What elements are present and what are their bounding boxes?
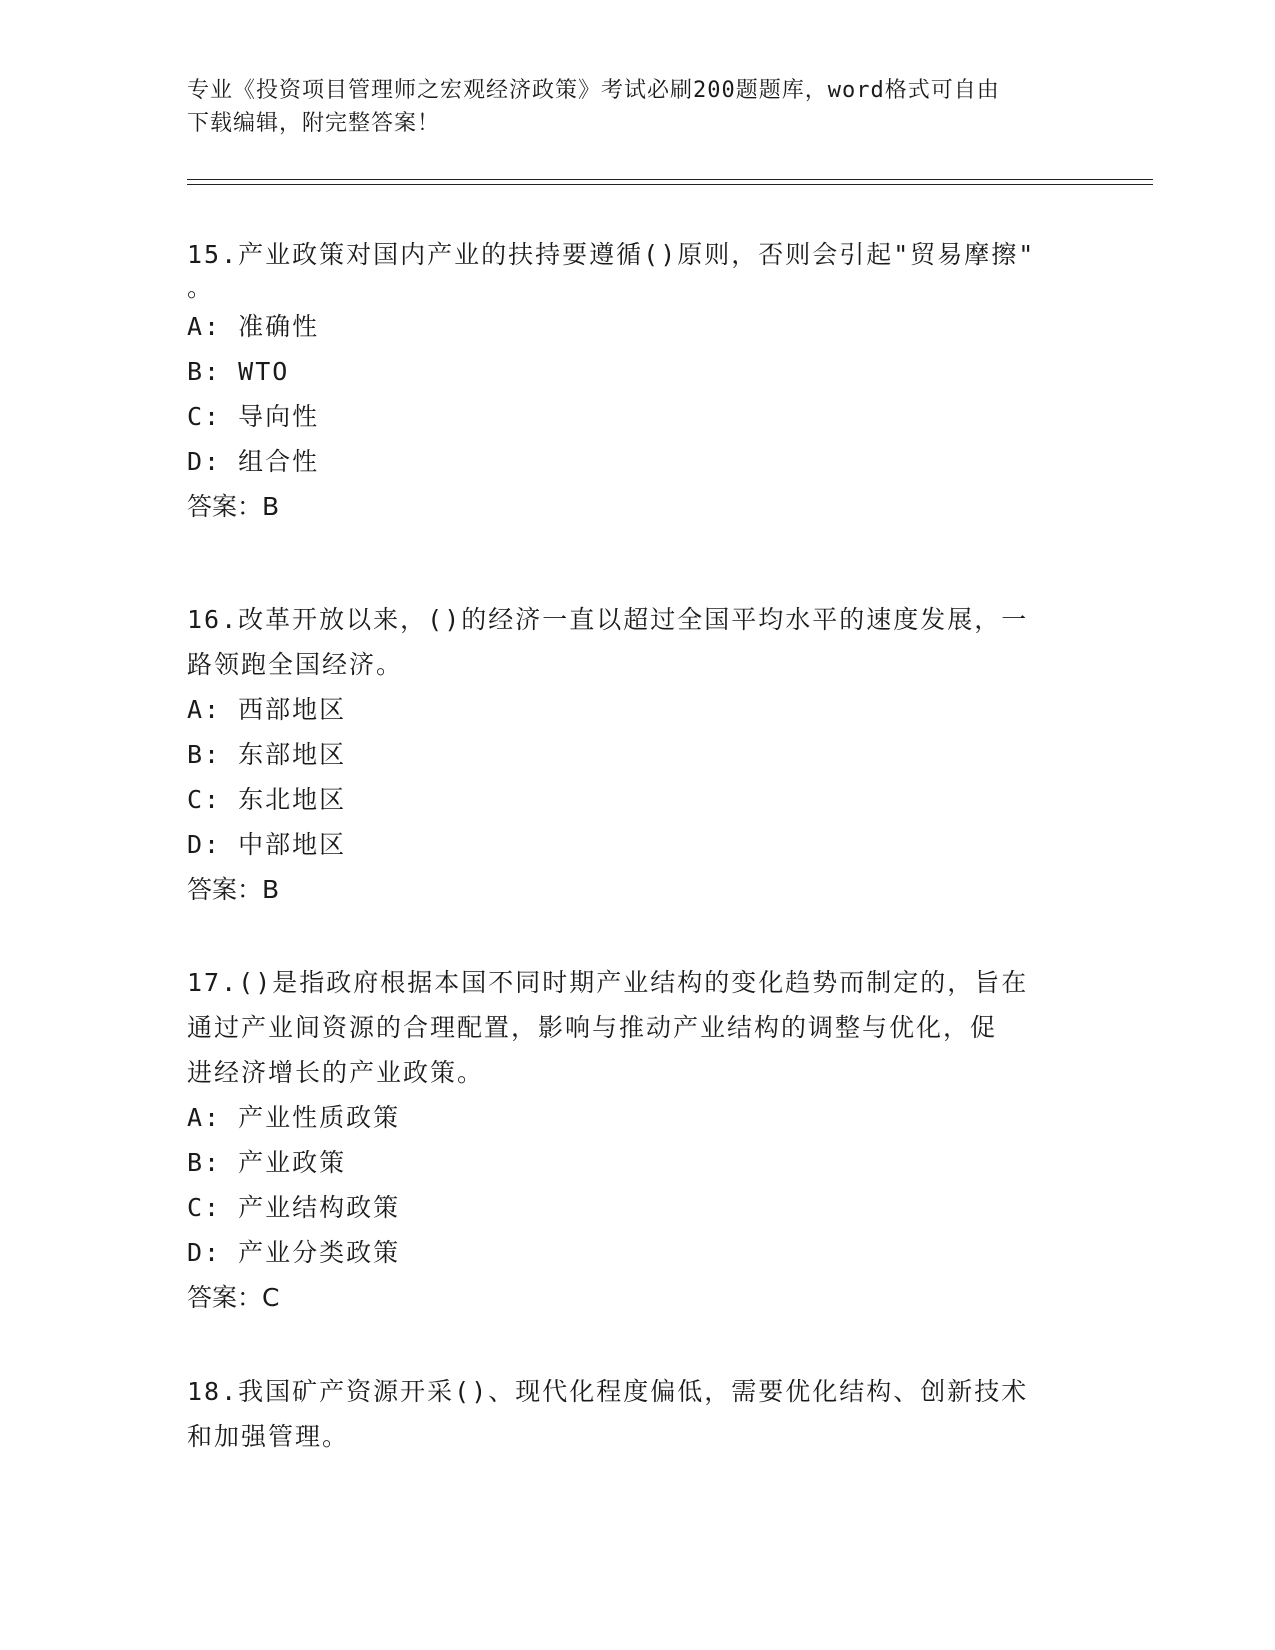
option-d: D: 中部地区 bbox=[187, 830, 347, 859]
question-16 bbox=[187, 597, 1067, 913]
question-line: 18.我国矿产资源开采()、现代化程度偏低，需要优化结构、创新技术 bbox=[187, 1377, 1029, 1406]
option-c: C: 导向性 bbox=[187, 402, 320, 431]
option-a: A: 西部地区 bbox=[187, 695, 347, 724]
option-b: B: 产业政策 bbox=[187, 1148, 347, 1177]
answer-label: 答案：B bbox=[187, 492, 280, 521]
question-18 bbox=[187, 1369, 1067, 1459]
question-line: 15.产业政策对国内产业的扶持要遵循()原则，否则会引起"贸易摩擦" bbox=[187, 240, 1036, 269]
document-header bbox=[187, 74, 1067, 140]
header-line-2: 下载编辑，附完整答案！ bbox=[187, 111, 441, 136]
header-line-1: 专业《投资项目管理师之宏观经济政策》考试必刷200题题库，word格式可自由 bbox=[187, 78, 1000, 103]
question-line: 进经济增长的产业政策。 bbox=[187, 1058, 485, 1087]
answer-label: 答案：B bbox=[187, 875, 280, 904]
header-divider-top bbox=[187, 179, 1153, 180]
answer-label: 答案：C bbox=[187, 1283, 280, 1312]
option-b: B: 东部地区 bbox=[187, 740, 347, 769]
question-17 bbox=[187, 960, 1067, 1321]
question-line: 16.改革开放以来，()的经济一直以超过全国平均水平的速度发展，一 bbox=[187, 605, 1029, 634]
option-b: B: WTO bbox=[187, 357, 290, 386]
option-c: C: 产业结构政策 bbox=[187, 1193, 401, 1222]
question-line: 路领跑全国经济。 bbox=[187, 650, 404, 679]
option-d: D: 组合性 bbox=[187, 447, 320, 476]
header-divider-bottom bbox=[187, 184, 1153, 185]
question-line: 通过产业间资源的合理配置，影响与推动产业结构的调整与优化，促 bbox=[187, 1013, 998, 1042]
question-15 bbox=[187, 232, 1067, 530]
question-line: 和加强管理。 bbox=[187, 1422, 350, 1451]
option-a: A: 准确性 bbox=[187, 312, 320, 341]
option-d: D: 产业分类政策 bbox=[187, 1238, 401, 1267]
question-line: 。 bbox=[187, 273, 215, 302]
option-c: C: 东北地区 bbox=[187, 785, 347, 814]
question-line: 17.()是指政府根据本国不同时期产业结构的变化趋势而制定的，旨在 bbox=[187, 968, 1029, 997]
option-a: A: 产业性质政策 bbox=[187, 1103, 401, 1132]
